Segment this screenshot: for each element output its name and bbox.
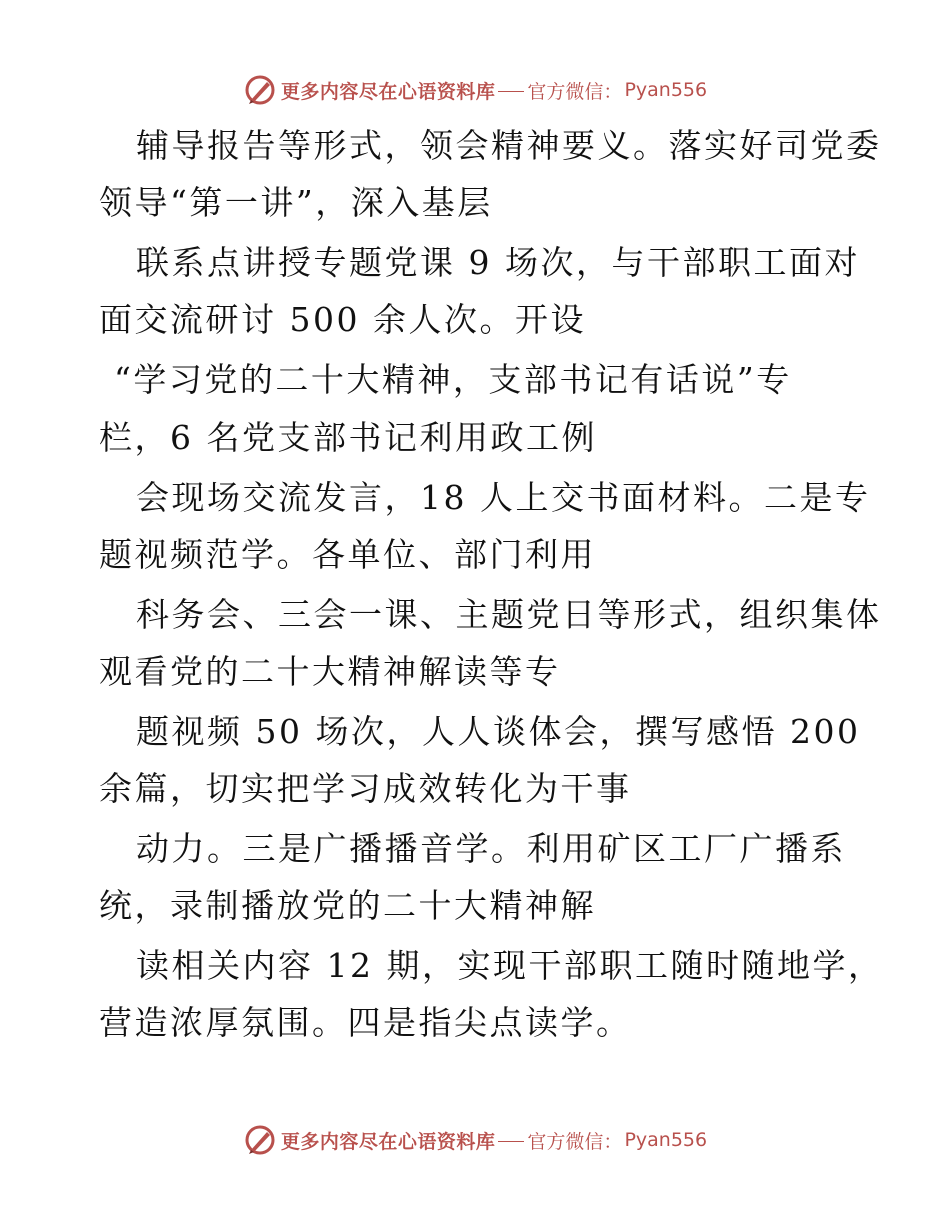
text-line-11: 题视频 50 场次，人人谈体会，撰写感悟 200 (136, 712, 861, 751)
text-line-8: 题视频范学。各单位、部门利用 (99, 535, 596, 574)
text-line-15: 读相关内容 12 期，实现干部职工随时随地学， (136, 946, 884, 985)
header-watermark-label: 官方微信： (527, 80, 623, 103)
text-line-14: 统，录制播放党的二十大精神解 (99, 886, 596, 925)
text-line-13: 动力。三是广播播音学。利用矿区工厂广播系 (136, 829, 846, 868)
text-line-7: 会现场交流发言，18 人上交书面材料。二是专 (136, 478, 871, 517)
header-watermark-text: 更多内容尽在心语资料库 (280, 80, 496, 103)
text-line-10: 观看党的二十大精神解读等专 (99, 652, 561, 691)
footer-watermark-id: Pyan556 (624, 1129, 708, 1151)
footer-watermark (0, 1120, 950, 1160)
text-line-16: 营造浓厚氛围。四是指尖点读学。 (99, 1003, 632, 1042)
text-line-4: 面交流研讨 500 余人次。开设 (99, 300, 586, 339)
text-line-9: 科务会、三会一课、主题党日等形式，组织集体 (136, 595, 882, 634)
footer-watermark-dash (498, 1141, 524, 1142)
header-watermark-id: Pyan556 (624, 79, 708, 101)
text-line-2: 领导“第一讲”，深入基层 (99, 183, 493, 222)
text-line-3: 联系点讲授专题党课 9 场次，与干部职工面对 (136, 243, 860, 282)
text-line-6: 栏，6 名党支部书记利用政工例 (99, 418, 597, 457)
pen-logo-icon (243, 1123, 277, 1157)
text-line-1: 辅导报告等形式，领会精神要义。落实好司党委 (136, 126, 882, 165)
text-line-12: 余篇，切实把学习成效转化为干事 (99, 769, 632, 808)
footer-watermark-label: 官方微信： (527, 1130, 623, 1153)
text-line-5: “学习党的二十大精神，支部书记有话说”专 (114, 360, 792, 399)
footer-watermark-text: 更多内容尽在心语资料库 (280, 1130, 496, 1153)
